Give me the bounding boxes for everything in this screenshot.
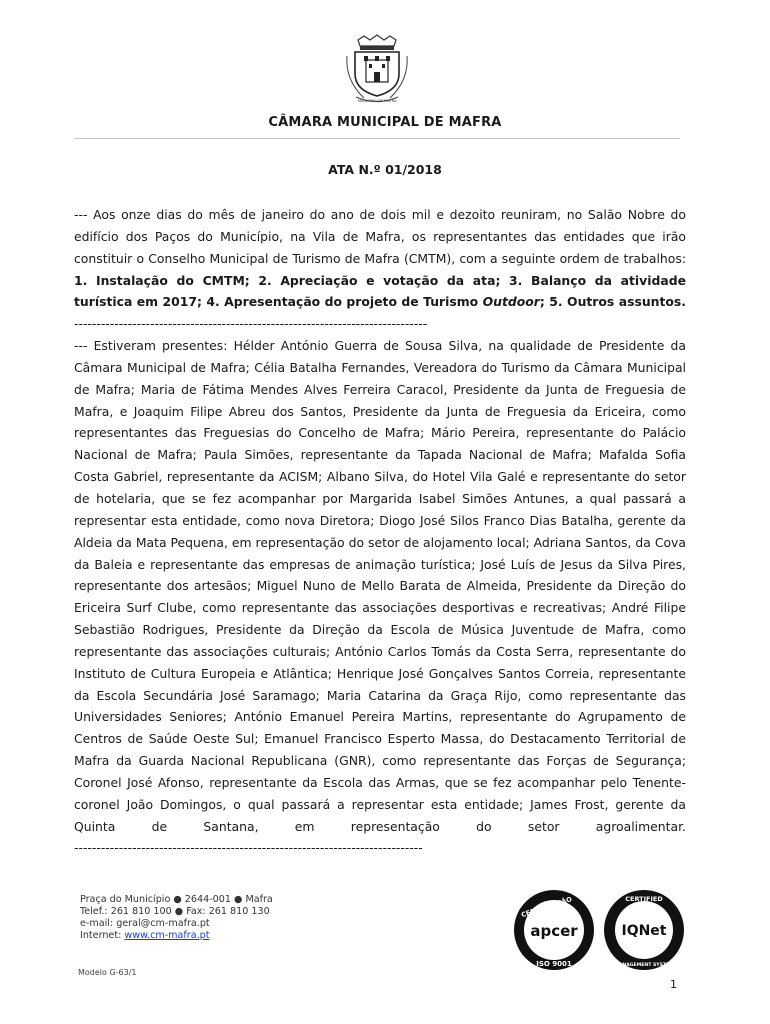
attendees-filler-dashes: ------------------------------------------------------------------------------ [74,840,423,856]
internet-line [80,930,273,942]
footer-address [80,894,273,942]
minute-title: ATA N.º 01/2018 [328,162,442,177]
page-number: 1 [670,978,677,991]
minute-body [74,204,686,859]
cert-left-brand: apcer [530,922,578,940]
agenda-items-end: ; 5. Outros assuntos. [539,294,686,310]
cert-left-top-text: CERTIFICAÇÃO [520,895,573,920]
cert-right-top-text: CERTIFIED [625,895,663,903]
internet-label: Internet: [80,930,125,941]
apcer-iso-9001-seal-icon [514,890,594,970]
phone-fax-line: Telef.: 261 810 100 ● Fax: 261 810 130 [80,906,270,917]
cert-left-bottom-text: ISO 9001 [536,960,572,968]
cert-right-bottom-text: MANAGEMENT SYSTEM [614,963,674,968]
paragraph-filler-dashes: ------------------------------------------------------------------------------- [74,316,428,332]
mafra-coat-of-arms-icon [344,34,410,104]
cert-right-brand: IQNet [621,923,667,939]
website-link[interactable]: www.cm-mafra.pt [124,930,210,941]
paragraph-agenda [74,204,686,335]
attendees-text: --- Estiveram presentes: Hélder António Guerra de Sousa Silva, na qualidade de Presidente da Câmara Municipal de Mafra; Célia Batalha Fernandes, Vereadora do Turismo da Câmara Municipal de Mafra; Maria de Fátima Mendes Alves Ferreira Caracol, Presidente da Junta de Freguesia de Mafra, e Joaquim Filipe Abreu dos Santos, Presidente da Junta de Freguesia da Ericeira, como representantes das Freguesias do Concelho de Mafra; Mário Pereira, representante do Palácio Nacional de Mafra; Paula Simões, representante da Tapada Nacional de Mafra; Mafalda Sofia Costa Gabriel, representante da ACISM; Albano Silva, do Hotel Vila Galé e representante do setor de hotelaria, que se fez acompanhar por Margarida Isabel Simões Antunes, a qual passará a representar esta entidade, como nova Diretora; Diogo José Silos Franco Dias Batalha, gerente da Aldeia da Mata Pequena, em representação do setor de alojamento local; Adriana Santos, da Cova da Baleia e representante das empresas de animação turística; José Luís de Jesus da Silva Pires, representante dos artesãos; Miguel Nuno de Mello Barata de Almeida, Presidente da Direção do Ericeira Surf Clube, como representante das associações desportivas e recreativas; André Filipe Sebastião Rodrigues, Presidente da Direção da Escola de Música Juventude de Mafra, como representante das associações culturais; António Carlos Tomás da Costa Serra, representante do Instituto de Cultura Europeia e Atlântica; Henrique José Gonçalves Santos Correia, representante da Escola Secundária José Saramago; Maria Catarina da Graça Rijo, como representante das Universidades Seniores; António Emanuel Pereira Martins, representante do Agrupamento de Centros de Saúde Oeste Sul; Emanuel Francisco Esperto Massa, do Destacamento Territorial de Mafra da Guarda Nacional Republicana (GNR), como representante das Forças de Segurança; Coronel José Afonso, representante da Escola das Armas, que se fez acompanhar pelo Tenente-coronel João Domingos, o qual passará a representar esta entidade; James Frost, gerente da Quinta de Santana, em representação do setor agroalimentar. [74,338,686,834]
organization-title: CÂMARA MUNICIPAL DE MAFRA [268,115,502,130]
agenda-items: 1. Instalação do CMTM; 2. Apreciação e votação da ata; 3. Balanço da atividade turística em 2017; 4. Apresentação do projeto de Turismo [74,272,686,310]
model-reference: Modelo G-63/1 [78,968,137,977]
agenda-outdoor-term: Outdoor [482,294,540,310]
title-divider [74,138,680,139]
iqnet-certified-seal-icon [604,890,684,970]
certification-logos [512,888,688,972]
address-line: Praça do Município ● 2644-001 ● Mafra [80,894,273,905]
crest-text: MUNICÍPIO DE MAFRA [357,99,397,103]
paragraph-attendees [74,335,686,859]
paragraph-intro-text: --- Aos onze dias do mês de janeiro do ano de dois mil e dezoito reuniram, no Salão Nobre do edifício dos Paços do Município, na Vila de Mafra, os representantes das entidades que irão constituir o Conselho Municipal de Turismo de Mafra (CMTM), com a seguinte ordem de trabalhos: [74,207,686,266]
email-line: e-mail: geral@cm-mafra.pt [80,918,210,929]
